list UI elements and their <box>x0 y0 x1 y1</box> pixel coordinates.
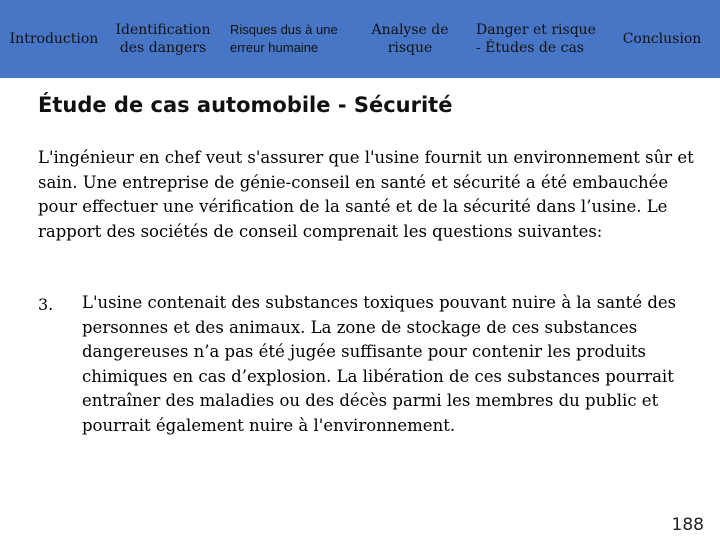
nav-tab-label: Conclusion <box>622 31 702 47</box>
nav-tab-label: Analyse de risque <box>371 22 449 56</box>
nav-tab-analyse-de-risque[interactable] <box>362 0 458 78</box>
nav-tab-identification-des-dangers[interactable] <box>108 0 218 78</box>
nav-tab-introduction[interactable] <box>4 0 104 78</box>
top-navigation-bar <box>0 0 720 78</box>
nav-tab-conclusion[interactable] <box>612 0 712 78</box>
list-item-number: 3. <box>38 295 54 314</box>
nav-tab-risques-erreur-humaine[interactable] <box>230 0 360 78</box>
intro-paragraph: L'ingénieur en chef veut s'assurer que l'usine fournit un environnement sûr et sain. Une entreprise de génie-conseil en santé et sécurité a été embauchée pour effectuer une vérification de la santé et de la sécurité dans l’usine. Le rapport des sociétés de conseil comprenait les questions suivantes: <box>38 148 694 241</box>
nav-tab-label: Introduction <box>9 31 99 47</box>
page-number: 188 <box>671 515 704 535</box>
nav-tab-label: Danger et risque - Études de cas <box>476 22 596 56</box>
nav-tab-label: Identification des dangers <box>115 22 211 56</box>
nav-tab-label: Risques dus à une erreur humaine <box>230 22 338 55</box>
slide-title: Étude de cas automobile - Sécurité <box>38 93 453 117</box>
nav-tab-danger-et-risque[interactable] <box>476 0 606 78</box>
list-item-text: L'usine contenait des substances toxiques pouvant nuire à la santé des personnes et des animaux. La zone de stockage de ces substances dangereuses n’a pas été jugée suffisante pour contenir les produits chimiques en cas d’explosion. La libération de ces substances pourrait entraîner des maladies ou des décès parmi les membres du public et pourrait également nuire à l'environnement. <box>82 293 677 435</box>
